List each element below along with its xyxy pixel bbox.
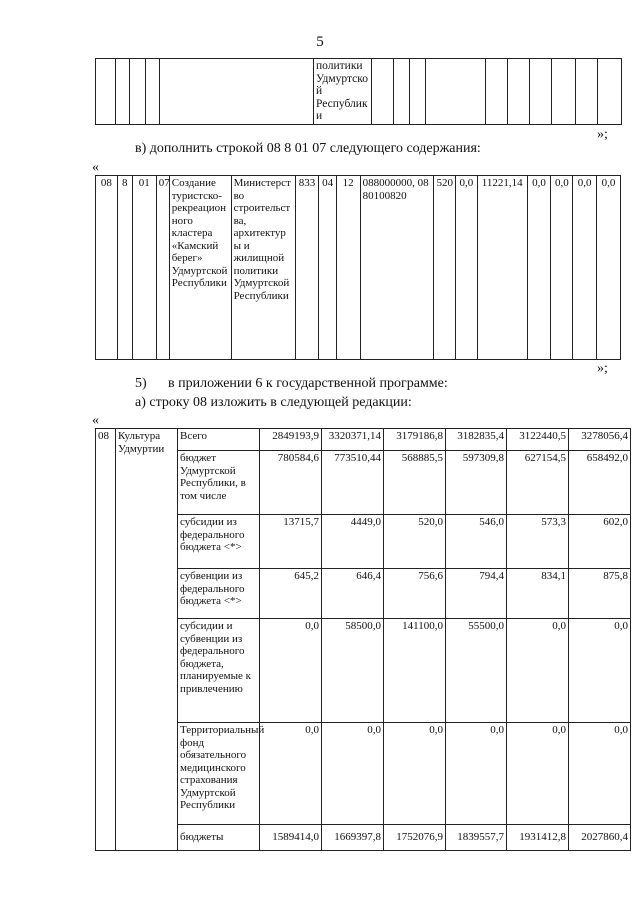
table-cell: 645,2 (260, 569, 322, 619)
table-cell: 0,0 (569, 723, 631, 825)
table-cell: 8 (117, 176, 132, 360)
page-number: 5 (316, 34, 324, 50)
table-cell: 658492,0 (569, 451, 631, 515)
table-cell: 546,0 (446, 515, 507, 569)
opening-quote: « (92, 160, 99, 175)
table-cell: 55500,0 (446, 619, 507, 723)
table-cell: 08 (96, 176, 118, 360)
table-cell: 0,0 (507, 619, 569, 723)
table-cell: 597309,8 (446, 451, 507, 515)
row-label: субвенции из федерального бюджета <*> (178, 569, 260, 619)
table-cell: Создание туристско-рекреационного кластера «Камский берег» Удмуртской Республики (169, 176, 231, 360)
instruction-text: в) дополнить строкой 08 8 01 07 следующего содержания: (135, 141, 481, 156)
table-cell: 3278056,4 (569, 429, 631, 451)
table-cell: 0,0 (456, 176, 478, 360)
table-cell: 58500,0 (322, 619, 384, 723)
table-cell: 2849193,9 (260, 429, 322, 451)
table-cell: 1931412,8 (507, 825, 569, 851)
table-cell: 11221,14 (477, 176, 527, 360)
table-cell: 04 (319, 176, 336, 360)
table-cell: 833 (295, 176, 319, 360)
table-cell: 520,0 (384, 515, 446, 569)
table-cell: 0,0 (384, 723, 446, 825)
table-cell: 13715,7 (260, 515, 322, 569)
table-cell: 834,1 (507, 569, 569, 619)
table-cell: Министерство строительства, архитектуры и жилищной политики Удмуртской Республики (231, 176, 295, 360)
row-label: бюджет Удмуртской Республики, в том числе (178, 451, 260, 515)
table-cell: 3122440,5 (507, 429, 569, 451)
row-label: субсидии и субвенции из федерального бюджета, планируемые к привлечению (178, 619, 260, 723)
table-cell: 3320371,14 (322, 429, 384, 451)
table-cell: 141100,0 (384, 619, 446, 723)
table-cell: 0,0 (260, 619, 322, 723)
table-cell: 0,0 (322, 723, 384, 825)
table-cell: 627154,5 (507, 451, 569, 515)
table-cell: 12 (336, 176, 360, 360)
table-cell: 3179186,8 (384, 429, 446, 451)
table-cell: 0,0 (446, 723, 507, 825)
table-cell: 780584,6 (260, 451, 322, 515)
table-cell: 773510,44 (322, 451, 384, 515)
opening-quote: « (92, 413, 99, 428)
new-row-table (95, 175, 621, 360)
table-cell: 573,3 (507, 515, 569, 569)
table-cell: 0,0 (573, 176, 597, 360)
table-cell: 0,0 (597, 176, 621, 360)
table-cell: политики Удмуртской Республики (314, 59, 372, 125)
table-cell: 602,0 (569, 515, 631, 569)
table-cell: 1669397,8 (322, 825, 384, 851)
table-cell: 0,0 (569, 619, 631, 723)
table-cell: 0,0 (507, 723, 569, 825)
table-cell: 1839557,7 (446, 825, 507, 851)
row-label: субсидии из федерального бюджета <*> (178, 515, 260, 569)
row-name: Культура Удмуртии (116, 429, 178, 851)
table-cell: 01 (132, 176, 156, 360)
item-number: 5) (135, 376, 147, 391)
table-cell: 0,0 (527, 176, 551, 360)
table-cell: 0,0 (551, 176, 573, 360)
instruction-text: а) строку 08 изложить в следующей редакции: (135, 395, 412, 410)
continuation-table (95, 58, 622, 125)
row-label: Всего (178, 429, 260, 451)
table-cell: 3182835,4 (446, 429, 507, 451)
table-cell: 4449,0 (322, 515, 384, 569)
table-cell: 2027860,4 (569, 825, 631, 851)
row-label: Территориальный фонд обязательного медицинского страхования Удмуртской Республики (178, 723, 260, 825)
table-cell: 1589414,0 (260, 825, 322, 851)
row-code: 08 (96, 429, 116, 851)
table-cell: 0,0 (260, 723, 322, 825)
closing-quote: »; (597, 361, 608, 376)
financing-table (95, 428, 631, 851)
table-cell: 1752076,9 (384, 825, 446, 851)
table-cell: 794,4 (446, 569, 507, 619)
table-cell: 875,8 (569, 569, 631, 619)
table-cell: 568885,5 (384, 451, 446, 515)
table-cell: 520 (434, 176, 456, 360)
item-text: в приложении 6 к государственной программе: (168, 376, 448, 391)
table-cell: 07 (156, 176, 169, 360)
table-cell: 756,6 (384, 569, 446, 619)
table-cell: 646,4 (322, 569, 384, 619)
closing-quote: »; (597, 127, 608, 142)
row-label: бюджеты (178, 825, 260, 851)
table-cell: 088000000, 0880100820 (360, 176, 434, 360)
